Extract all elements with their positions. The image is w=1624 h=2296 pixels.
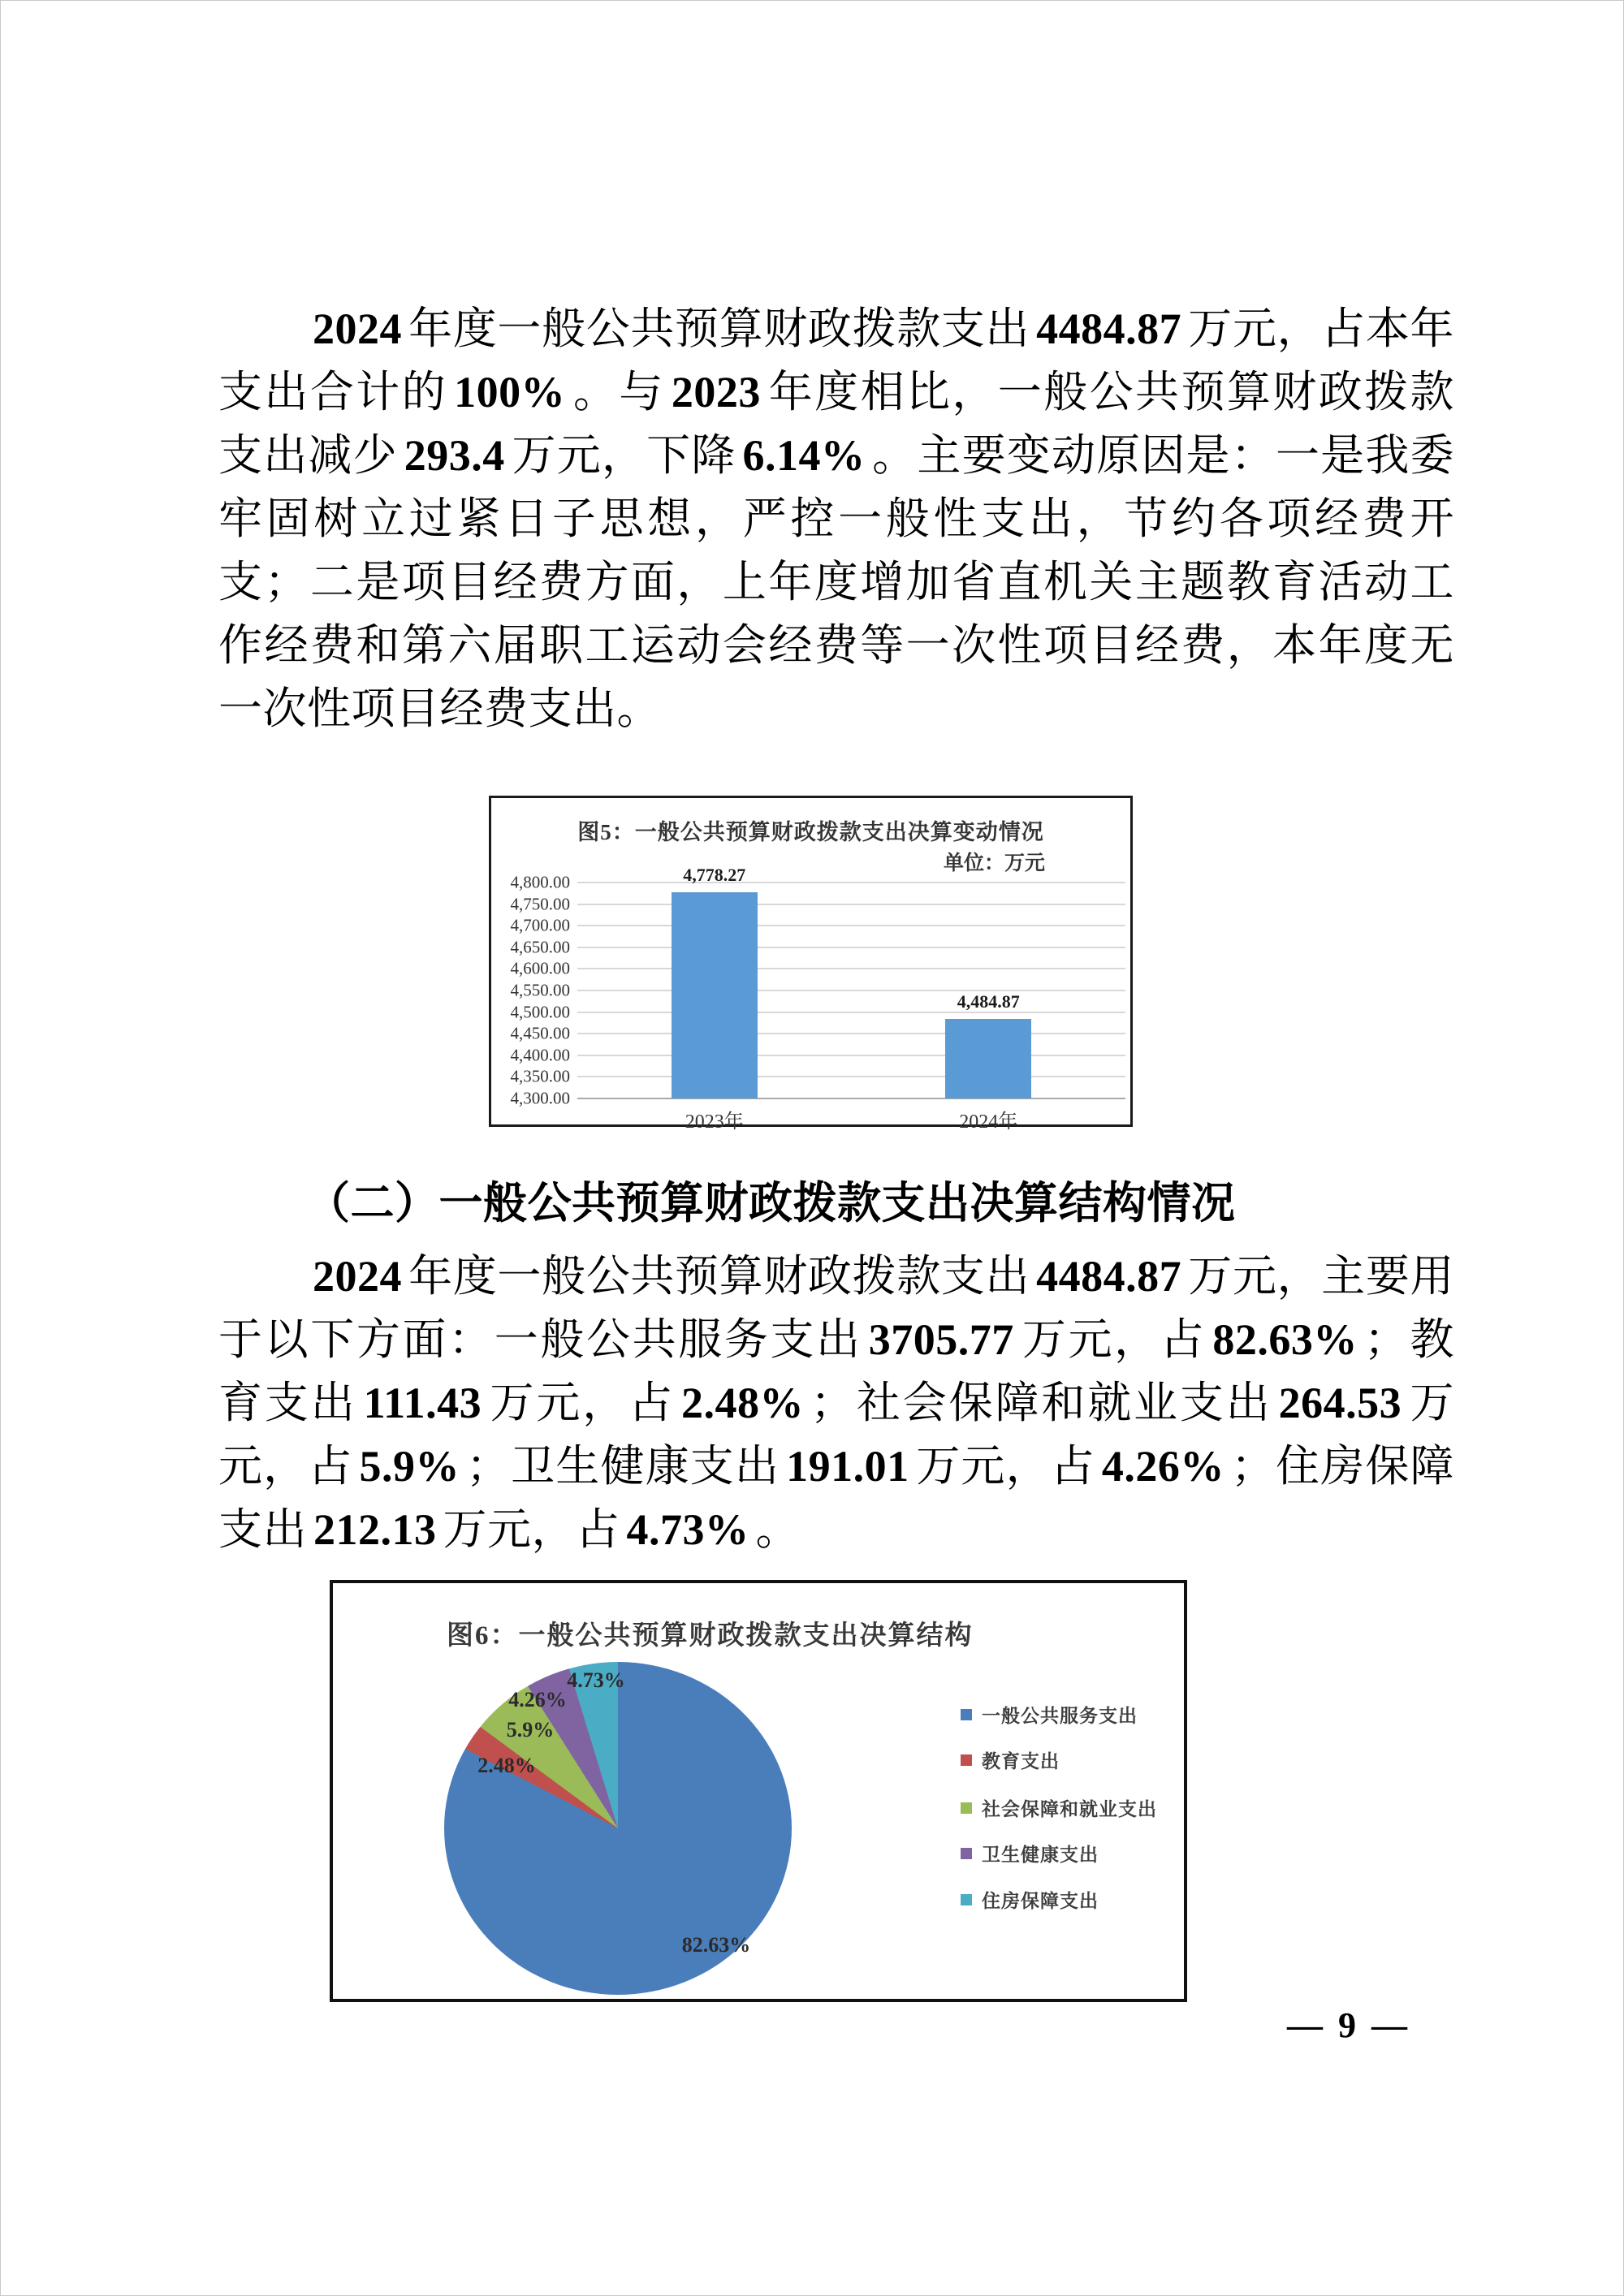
section-heading: （二）一般公共预算财政拨款支出决算结构情况 <box>306 1179 1236 1228</box>
legend-item <box>961 1794 1157 1821</box>
bar-2023年 <box>672 892 758 1098</box>
bold-number: 3705.77 <box>868 1315 1014 1364</box>
legend-item <box>961 1840 1099 1867</box>
paragraph-expenditure-change <box>218 297 1454 740</box>
bold-number: 6.14% <box>742 431 866 480</box>
legend-label: 一般公共服务支出 <box>982 1706 1138 1726</box>
bold-number: 4.26% <box>1101 1442 1224 1491</box>
text-run: 。主要变动原因是：一是我委牢固树立过紧日子思想，严控一般性支出，节约各项经费开支；二是项目经费方面，上年度增加省直机关主题教育活动工作经费和第六届职工运动会经费等一次性项目经费，本年度无一次性项目经费支出。 <box>218 431 1455 733</box>
paragraph-expenditure-structure <box>218 1245 1454 1561</box>
text-run: 万元，主要用于以下方面：一般公共服务支出 <box>218 1252 1455 1364</box>
legend-swatch-icon <box>961 1894 972 1905</box>
pie-chart-figure <box>330 1580 1187 2002</box>
legend-item <box>961 1886 1099 1913</box>
bar-chart-y-axis <box>491 798 570 1124</box>
bold-number: 293.4 <box>404 431 505 480</box>
bold-number: 191.01 <box>786 1442 909 1491</box>
gridline <box>577 882 1125 883</box>
text-run: 。 <box>755 1505 800 1554</box>
text-run: ；卫生健康支出 <box>465 1442 780 1491</box>
x-category-label: 2024年 <box>959 1111 1018 1133</box>
text-run: 万元，占 <box>488 1379 675 1427</box>
gridline <box>577 947 1125 948</box>
text-run: 万元，占本年支出合计的 <box>218 304 1455 416</box>
bar-chart-figure <box>489 796 1133 1133</box>
text-run: ；社会保障和就业支出 <box>810 1379 1272 1427</box>
gridline <box>577 968 1125 969</box>
bar-value-label: 4,484.87 <box>957 990 1020 1012</box>
gridline <box>577 1055 1125 1056</box>
bold-number: 2.48% <box>681 1379 804 1427</box>
y-tick-label: 4,500.00 <box>510 1002 570 1022</box>
text-run: ；教育支出 <box>218 1315 1454 1427</box>
legend-label: 住房保障支出 <box>982 1891 1099 1911</box>
text-run: ；住房保障支出 <box>218 1442 1455 1554</box>
bar-chart-title: 图5：一般公共预算财政拨款支出决算变动情况 <box>577 820 1044 844</box>
y-tick-label: 4,400.00 <box>510 1045 570 1065</box>
text-run: 年度相比，一般公共预算财政拨款支出减少 <box>218 368 1455 480</box>
bold-number: 4484.87 <box>1036 304 1182 353</box>
text-run: 年度一般公共预算财政拨款支出 <box>408 304 1030 353</box>
page-number: — 9 — <box>1287 2005 1410 2045</box>
bold-number: 2024 <box>313 1252 402 1301</box>
legend-swatch-icon <box>961 1848 972 1859</box>
bold-number: 2024 <box>313 304 402 353</box>
text-run: 万元，占 <box>1020 1315 1207 1364</box>
bold-number: 264.53 <box>1278 1379 1402 1427</box>
bold-number: 100% <box>454 368 566 416</box>
text-run: 万元，下降 <box>511 431 736 480</box>
bold-number: 4484.87 <box>1036 1252 1182 1301</box>
legend-label: 社会保障和就业支出 <box>982 1799 1157 1819</box>
text-run: 。与 <box>572 368 665 416</box>
pie-chart-title: 图6：一般公共预算财政拨款支出决算结构 <box>447 1621 974 1651</box>
gridline <box>577 925 1125 926</box>
pie-legend <box>961 1583 1180 1999</box>
bar-value-label: 4,778.27 <box>683 864 746 885</box>
legend-swatch-icon <box>961 1709 972 1720</box>
bar-chart-plot-area <box>577 864 1125 1133</box>
bold-number: 5.9% <box>359 1442 460 1491</box>
pie-slice-label: 2.48% <box>477 1754 536 1777</box>
text-run: 万元，占 <box>443 1505 620 1554</box>
y-tick-label: 4,750.00 <box>510 894 570 914</box>
legend-swatch-icon <box>961 1754 972 1766</box>
gridline <box>577 990 1125 991</box>
gridline <box>577 1098 1125 1099</box>
y-tick-label: 4,650.00 <box>510 937 570 957</box>
y-tick-label: 4,600.00 <box>510 958 570 978</box>
bold-number: 4.73% <box>626 1505 749 1554</box>
y-tick-label: 4,450.00 <box>510 1023 570 1043</box>
y-tick-label: 4,350.00 <box>510 1066 570 1086</box>
pie-slice-label: 4.26% <box>508 1688 567 1711</box>
bar-2024年 <box>945 1019 1031 1098</box>
bar-chart-unit-label: 单位：万元 <box>943 852 1045 874</box>
pie-slice-label: 82.63% <box>681 1933 751 1957</box>
legend-swatch-icon <box>961 1802 972 1814</box>
legend-item <box>961 1701 1138 1728</box>
pie-slice-label: 4.73% <box>567 1668 625 1692</box>
gridline <box>577 1033 1125 1034</box>
y-tick-label: 4,800.00 <box>510 872 570 892</box>
legend-label: 卫生健康支出 <box>982 1845 1099 1865</box>
gridline <box>577 1012 1125 1013</box>
gridline <box>577 904 1125 905</box>
gridline <box>577 1076 1125 1077</box>
text-run: 万元，占 <box>915 1442 1095 1491</box>
pie-slice-label: 5.9% <box>506 1718 555 1741</box>
y-tick-label: 4,700.00 <box>510 915 570 935</box>
bold-number: 2023 <box>671 368 761 416</box>
bold-number: 82.63% <box>1212 1315 1358 1364</box>
y-tick-label: 4,550.00 <box>510 980 570 1000</box>
legend-item <box>961 1746 1060 1773</box>
x-category-label: 2023年 <box>685 1111 744 1133</box>
legend-label: 教育支出 <box>982 1751 1060 1772</box>
bold-number: 111.43 <box>363 1379 482 1427</box>
text-run: 万元，占 <box>218 1379 1455 1491</box>
text-run: 年度一般公共预算财政拨款支出 <box>408 1252 1030 1301</box>
y-tick-label: 4,300.00 <box>510 1088 570 1108</box>
bold-number: 212.13 <box>313 1505 437 1554</box>
